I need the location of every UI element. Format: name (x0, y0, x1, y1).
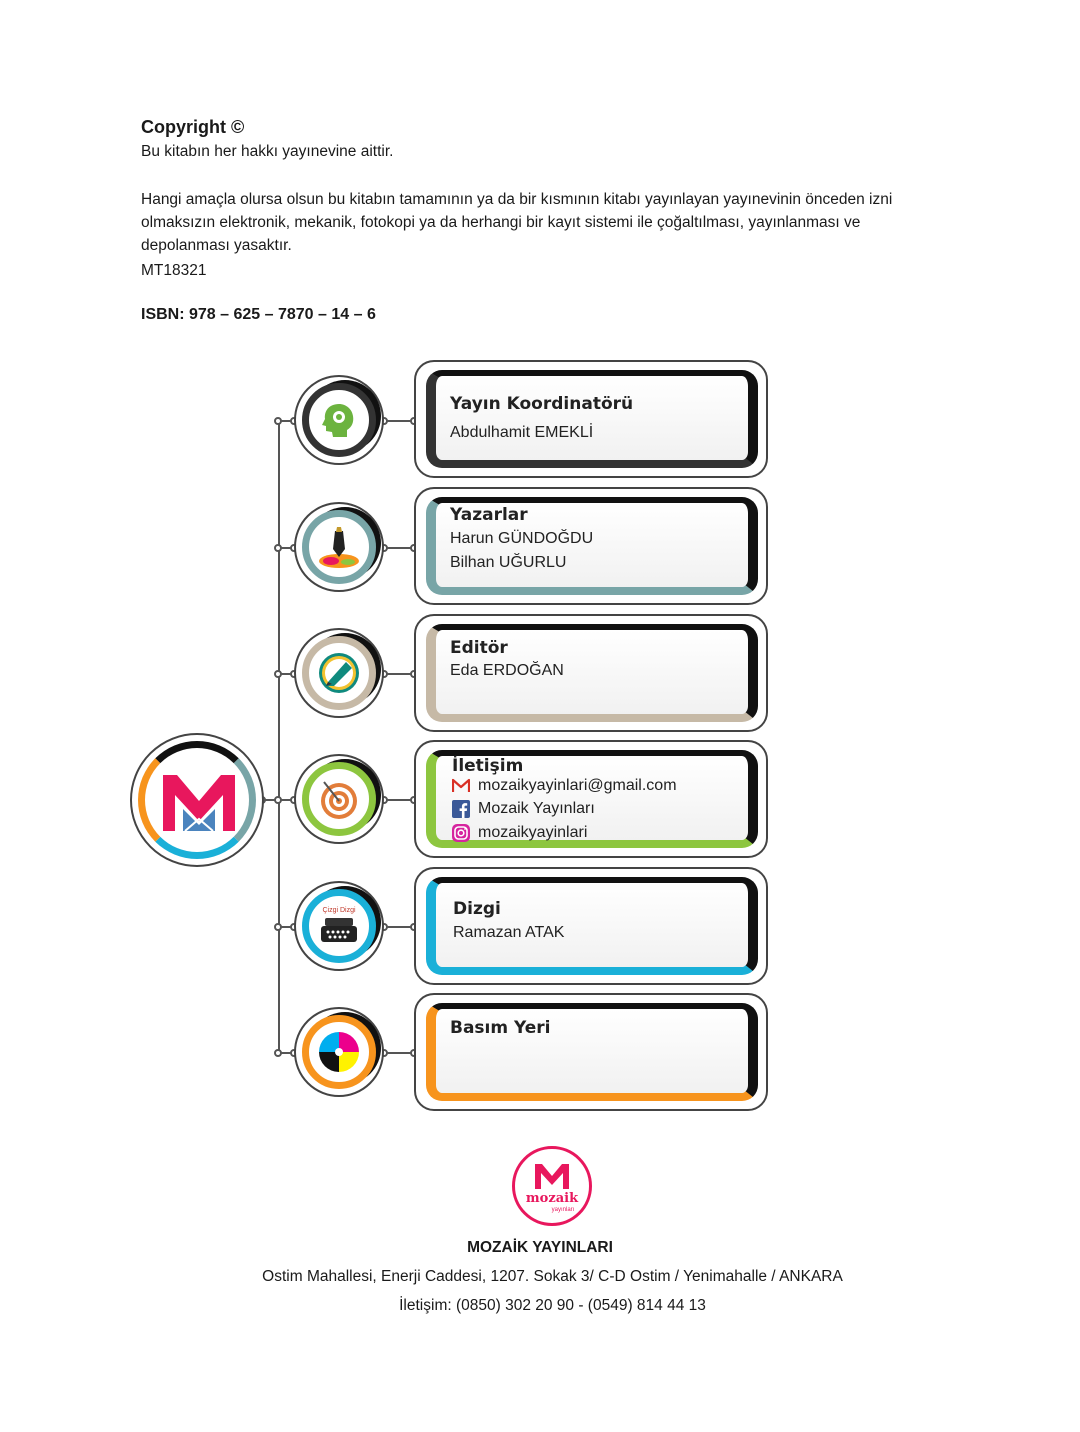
icon-circle-typesetting (294, 881, 384, 971)
glyph-wrap (296, 504, 382, 590)
glyph-wrap (296, 377, 382, 463)
rights-statement: Bu kitabın her hakkı yayınevine aittir. (141, 143, 394, 160)
card-typesetting (414, 867, 768, 985)
icon-circle-authors (294, 502, 384, 592)
instagram-icon (452, 824, 470, 842)
publisher-name: MOZAİK YAYINLARI (467, 1239, 613, 1256)
publisher-address: Ostim Mahallesi, Enerji Caddesi, 1207. Sokak 3/ C-D Ostim / Yenimahalle / ANKARA (262, 1268, 843, 1285)
glyph-wrap (296, 630, 382, 716)
head-gear-icon (319, 400, 359, 440)
icon-circle-coordinator (294, 375, 384, 465)
editor-name: Eda ERDOĞAN (450, 662, 564, 679)
pencil-icon (316, 650, 362, 696)
card-print (414, 993, 768, 1111)
copyright-title: Copyright © (141, 117, 245, 137)
card-coordinator (414, 360, 768, 478)
author-name-1: Harun GÜNDOĞDU (450, 530, 594, 547)
card-title: Basım Yeri (450, 1018, 551, 1038)
branch-dot (274, 670, 282, 678)
contact-email[interactable] (452, 777, 677, 795)
cmyk-icon (317, 1030, 361, 1074)
m-logo-icon (159, 769, 239, 835)
m-logo-small-icon (533, 1161, 571, 1191)
card-panel (426, 370, 758, 468)
pen-nib-icon (315, 523, 363, 571)
email-text: mozaikyayinlari@gmail.com (478, 777, 677, 794)
target-icon (316, 776, 362, 822)
glyph-wrap (296, 756, 382, 842)
glyph-wrap (296, 883, 382, 969)
gmail-icon (452, 777, 470, 795)
typesetter-name: Ramazan ATAK (453, 924, 565, 941)
copyright-paragraph: Hangi amaçla olursa olsun bu kitabın tamamının ya da bir kısmının kitabı yayınlayan yayınevinin önceden izni olmaksızın elektronik, mekanik, fotokopi ya da herhangi bir kayıt sistemi ile çoğaltılması, yayınlanması ve depolanması yasaktır. (141, 191, 893, 254)
card-editor (414, 614, 768, 732)
tree-trunk (278, 420, 280, 1054)
typewriter-label: Çizgi Dizgi (322, 906, 356, 914)
isbn: ISBN: 978 – 625 – 7870 – 14 – 6 (141, 306, 376, 323)
instagram-text: mozaikyayinlari (478, 824, 588, 841)
facebook-text: Mozaik Yayınları (478, 800, 595, 817)
card-authors (414, 487, 768, 605)
icon-circle-contact (294, 754, 384, 844)
branch-dot (274, 417, 282, 425)
icon-circle-editor (294, 628, 384, 718)
card-title: Yazarlar (450, 505, 528, 525)
icon-circle-print (294, 1007, 384, 1097)
branch-dot (274, 923, 282, 931)
publisher-phone: İletişim: (0850) 302 20 90 - (0549) 814 44 13 (399, 1297, 706, 1314)
card-title: Dizgi (453, 899, 501, 919)
logo-wordmark: mozaik (525, 1191, 579, 1206)
typewriter-icon (317, 916, 361, 946)
author-name-2: Bilhan UĞURLU (450, 554, 567, 571)
contact-instagram[interactable] (452, 824, 587, 842)
glyph-wrap (296, 1009, 382, 1095)
contact-facebook[interactable] (452, 800, 595, 818)
branch-dot (274, 544, 282, 552)
facebook-icon (452, 800, 470, 818)
card-title: Yayın Koordinatörü (450, 394, 634, 414)
coordinator-name: Abdulhamit EMEKLİ (450, 424, 594, 441)
logo-subtext: yayınları (551, 1207, 575, 1213)
branch-dot (274, 1049, 282, 1057)
publisher-logo-small (512, 1146, 592, 1226)
publisher-logo-large (130, 733, 264, 867)
branch-dot (274, 796, 282, 804)
card-title: Editör (450, 638, 508, 658)
book-code: MT18321 (141, 262, 207, 279)
card-title: İletişim (452, 756, 524, 776)
